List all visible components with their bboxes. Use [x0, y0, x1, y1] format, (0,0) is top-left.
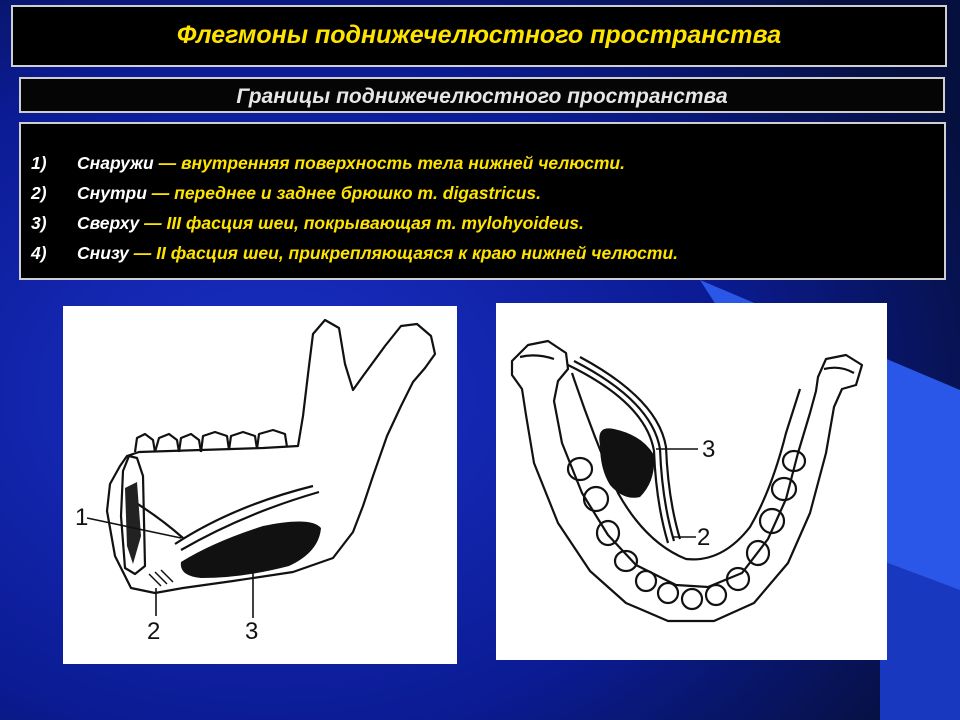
list-item-number: 2) [31, 183, 47, 203]
list-item-number: 3) [31, 213, 47, 233]
subtitle-panel [19, 77, 945, 113]
list-item-lead: Снизу [77, 243, 129, 263]
figure-label-3: 3 [702, 436, 716, 463]
list-item-dash: — [153, 153, 181, 173]
borders-list [31, 148, 678, 268]
figure-label-2: 2 [147, 618, 161, 645]
slide-title: Флегмоны поднижечелюстного пространства [176, 21, 782, 49]
borders-list-panel [19, 122, 946, 280]
list-item-dash: — [128, 243, 157, 263]
list-item-text: II фасция шеи, прикрепляющаяся к краю нижней челюсти. [156, 243, 679, 263]
list-item-text: III фасция шеи, покрывающая m. mylohyoideus. [166, 213, 584, 233]
list-item-dash: — [146, 183, 175, 203]
mandible-top-figure [496, 303, 887, 660]
figure-label-2: 2 [697, 524, 711, 551]
list-item-lead: Сверху [77, 213, 140, 233]
list-item [31, 238, 678, 268]
list-item-number: 1) [31, 153, 47, 173]
slide-subtitle: Границы поднижечелюстного пространства [236, 85, 728, 108]
list-item-lead: Снаружи [77, 153, 154, 173]
list-item-number: 4) [31, 243, 47, 263]
list-item [31, 178, 678, 208]
list-item-text: переднее и заднее брюшко m. digastricus. [174, 183, 541, 203]
mandible-lateral-figure [63, 306, 457, 664]
list-item-text: внутренняя поверхность тела нижней челюсти. [180, 153, 625, 173]
list-item-lead: Снутри [77, 183, 147, 203]
title-panel [11, 5, 947, 67]
list-item [31, 208, 678, 238]
list-item [31, 148, 678, 178]
list-item-dash: — [139, 213, 167, 233]
figure-label-1: 1 [75, 504, 89, 531]
figure-label-3: 3 [245, 618, 259, 645]
mandible-lateral-drawing [63, 306, 457, 664]
mandible-top-drawing [496, 303, 887, 660]
